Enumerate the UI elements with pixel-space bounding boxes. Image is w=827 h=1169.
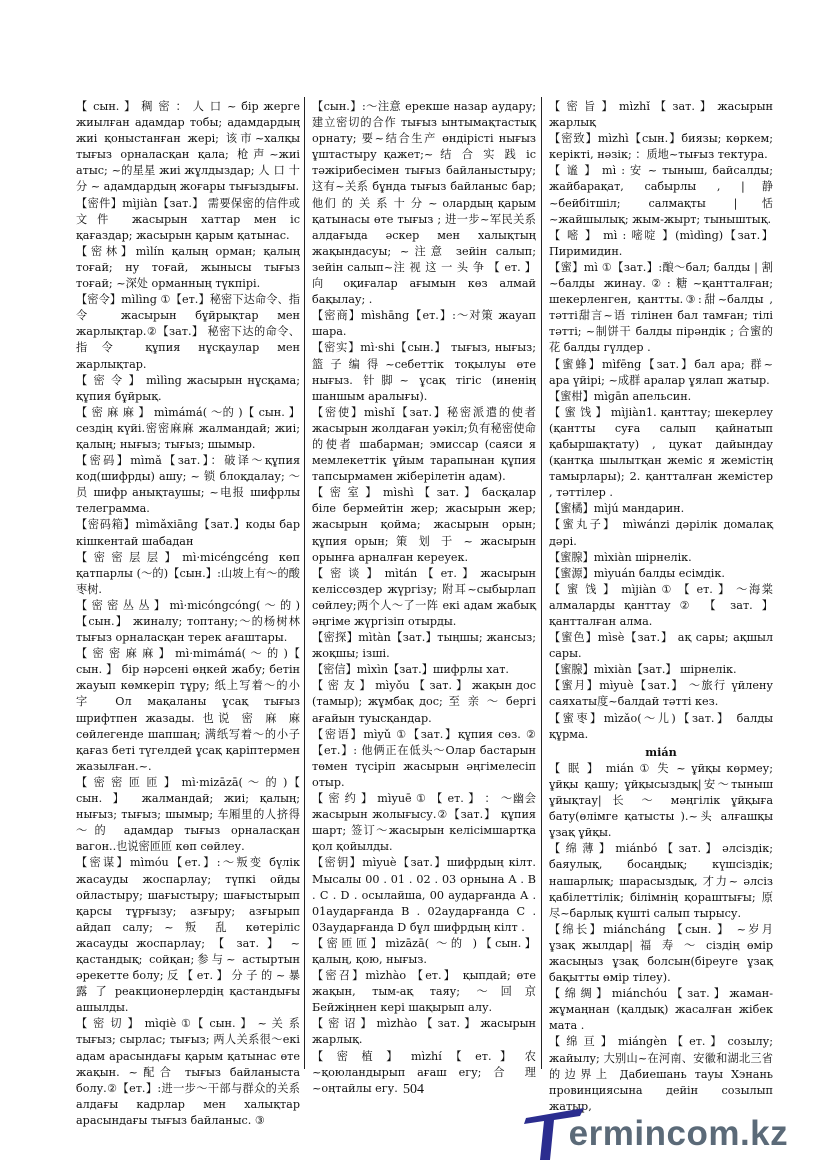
dictionary-entry: 【蜜蜂】mìfēng【зат.】бал ара; 群~ ара үйірі; ~成群 аралар ұялап жатыр. (549, 357, 773, 387)
page-number: 504 (403, 1082, 424, 1097)
dictionary-entry: 【蜜腺】mìxiàn【зат.】 шірнелік. (549, 663, 737, 677)
dictionary-entry: 【密密层层】mì·micéngcéng көп қатпарлы (～的)【сын.】:山坡上有～的酸枣树. (76, 550, 300, 596)
dictionary-entry: 【сын.】:～注意 ерекше назар аудару; 建立密切的合作 тығыз ынтымақтастық орнату; 要~结合生产 өндірісті нығыз ұштастыру қажет;~ 结 合 实 践 іс тәжірибесімен тығыз байланыстыру; 这有~关系 бұнда тығыз байланыс бар; 他们 的 关 系 十 分 ~ олардың қарым қатынасы өте тығыз ; 进一步~军民关系 алдағыда әскер мен халықтың жақындасуы; ~注意 зейін салып; зейін салып~注 视 这 一 头 争 【 ет. 】 向 оқиғалар ағымын көз алмай бақылау; . (312, 100, 536, 307)
dictionary-entry: 【蜜色】mìsè【зат.】 ақ сары; ақшыл сары. (549, 631, 773, 661)
dictionary-entry: 【密探】mìtàn【зат.】тыңшы; жансыз; жоқшы; ізші. (312, 631, 536, 661)
dictionary-entry: 【 绵 薄 】 miánbó 【 зат. 】 әлсіздік; баяулық, босаңдық; күшсіздік; нашарлық; шарасыздық, 才力~ әлсіз қабілеттілік; білімнің қораштығы; 原尽~барлық күшті салып тырысу. (549, 842, 773, 920)
dictionary-entry: 【密实】mì·shi【сын.】 тығыз, нығыз; 篮子编得~себеттік тоқылуы өте нығыз. 针脚~ ұсақ тігіс (иненің шаншым аралығы). (312, 341, 536, 403)
dictionary-entry: 【密致】mìzhì【сын.】биязы; көркем; керікті, нәзік; ：质地~тығыз тектура. (549, 132, 773, 162)
logo-text: ermincom.kz (538, 1114, 789, 1153)
dictionary-entry: 【绵长】miáncháng 【сын. 】 ~岁月 ұзақ жылдар| 福 寿 ～ сіздің өмір жасыңыз ұзақ болсын(біреуге ұзақ бақытты өмір тілеу). (549, 922, 773, 985)
dictionary-entry: 【 绵 绸 】 miánchóu 【 зат. 】 жаман-жұмаңнан (қалдық) жасалған жібек мата . (549, 987, 773, 1033)
dictionary-entry: 【 嘧 】 mì : 嘧啶 】(mìdìng)【зат.】 Пиримидин. (549, 228, 773, 258)
dictionary-entry: 【 密 密 匝 匝 】 mì·mizāzā( ～ 的 )【 сын. 】 жалмандай; жиі; қалың; нығыз; тығыз; шымыр; 车厢里的人挤得～的 адамдар тығыз орналасқан вагон..也说密匝匝 көп сөйлеу. (76, 775, 300, 854)
dictionary-entry: 【 密 植 】 mìzhí 【 ет. 】 农 ~қоюландырып ағаш егу; 合 理 ~оңтайлы егу. (312, 1049, 536, 1095)
dictionary-entry: 【密匝匝】mìzāzā( ～的 )【сын.】 қалың, қою, нығыз. (312, 936, 536, 966)
dictionary-entry: 【密钥】mìyuè【зат.】шифрдың кілт. Мысалы 00 . 01 . 02 . 03 орнына A . B . C . D . осылайша, 00 аударғанда A . 01аударғанда B . 02аударғанда C . 03аударғанда D бұл шифрдың кілт . (312, 856, 536, 934)
dictionary-entry: 【蜜】mì ①【зат.】:酿～бал; балды | 割~балды жинау.②:糖~қантталған; шекерленген, қантты.③:甜~балды , тәтті甜言~语 тілінен бал тамған; тілі тәтті; ~制饼干 балды пірәндік ; 合蜜的花 балды гүлдер . (549, 260, 773, 355)
section-heading: mián (645, 744, 677, 759)
dictionary-entry: 【蜜丸子】 mìwánzi дәрілік домалақ дәрі. (549, 518, 773, 548)
dictionary-entry: 【密林】mìlín қалың орман; қалың тоғай; ну тоғай, жынысы тығыз тоғай; ~深处 орманның түкпірі. (76, 244, 300, 291)
dictionary-entry: 【密使】mìshǐ【зат.】秘密派遣的使者 жасырын жолдаған уәкіл;负有秘密使命的使者 шабарман; эмиссар (саяси я мемлекеттік ұйым тарапынан құпия тапсырмамен жіберілетін адам). (312, 405, 536, 484)
dictionary-entry: 【蜜柑】mìgān апельсин. (549, 389, 692, 403)
dictionary-entry: 【 蜜 饯 】 mìjiàn ① 【 ет. 】 ～海棠 алмаларды қанттау ② 【 зат. 】 қантталған алма. (549, 582, 773, 628)
dictionary-entry: 【 密 密 丛 丛 】 mì·micóngcóng( ～ 的 )【сын.】 жиналу; топтану;～的杨树林 тығыз орналасқан терек ағаштары. (76, 598, 300, 645)
dictionary-entry: 【密召】mìzhào 【ет.】 қыпдай; өте жақын, тым-ақ таяу; ～回京 Бейжіңнен кері шақырып алу. (312, 969, 536, 1015)
dictionary-entry: 【蜜枣】mìzǎo(～儿)【зат.】 балды құрма. (549, 711, 773, 741)
dictionary-entry: 【 密 约 】 mìyuē ① 【 ет. 】 ： ～幽会 жасырын жолығысу.②【зат.】 құпия шарт; 签订～жасырын келісімшартқа қол қойылды. (312, 792, 536, 854)
dictionary-column-3 (549, 99, 773, 1113)
dictionary-entry: 【 谧 】 mì : 安 ~ тыныш, байсалды; жайбарақат, сабырлы , |静~бейбітшіл; салмақты |恬~жайшылық; жым-жырт; тыныштық. (549, 164, 773, 226)
dictionary-entry: 【 密 密 麻 麻 】 mì·mimámá( ～ 的 )【 сын. 】 бір нәрсені өңкей жабу; бетін жауып көмкеріп тұру; 纸上写着～的小字 Ол мақаланы ұсақ тығыз шрифтпен жазады. 也说 密 麻 麻 сөйлегенде шапшаң; 满纸写着～的小子 қағаз беті түгелдей ұсақ қаріптермен жазылған.~. (76, 647, 300, 773)
dictionary-entry: 【 绵 亘 】 miángèn 【 ет. 】 созылу; жайылу; 大别山~在河南、安徽和湖北三省的边界上 Дабиешань тауы Хэнань провинциясына дейін созылып жатыр, (549, 1035, 773, 1113)
dictionary-entry: 【 密 令 】 mìlìng жасырын нұсқама; құпия бұйрық. (76, 373, 300, 403)
dictionary-entry: 【 密 旨 】 mìzhǐ 【 зат. 】 жасырын жарлық (549, 100, 773, 130)
dictionary-entry: 【蜜源】mìyuán балды есімдік. (549, 566, 725, 580)
dictionary-entry: 【密谋】mìmóu【ет.】:～叛变 бүлік жасауды жоспарлау; түпкі ойды ойластыру; шағыстыру; шағыстырып қарсы тұрғызу; азғыру; азғырып айдап салу; ~ 叛 乱 көтеріліс жасауды жоспарлау; 【 зат. 】 ~ қастандық; сойқан;参与~ астыртын әрекетте болу; 反 【 ет. 】 分 子 的 ~ 暴 露 了 реакционерлердің қастандығы ашылды. (76, 856, 300, 1015)
dictionary-entry: 【 密 友 】 mìyǒu 【 зат. 】 жақын дос (тамыр); жұмбақ дос; 至 亲 ～ бергі ағайын туысқандар. (312, 679, 536, 725)
dictionary-entry: 【密码箱】mìmǎxiāng【зат.】коды бар кішкентай шабадан (76, 518, 300, 548)
dictionary-entry: 【蜜月】mìyuè【зат.】 ～旅行 үйлену саяхаты度~балдай тәтті кез. (549, 679, 773, 709)
dictionary-entry: 【密令】mìlìng ①【ет.】秘密下达命令、指令 жасырын бұйрықтар мен жарлықтар.②【зат.】 秘密下达的命令、指令 құпия нұсқаулар мен жарлықтар. (76, 293, 300, 371)
dictionary-entry: 【 密 切 】 mìqiè ①【 сын. 】 ~ 关 系 тығыз; сырлас; тығыз; 两人关系很～екі адам арасындағы қарым қатынас өте жақын. ~配合 тығыз байланыста болу.②【ет.】:进一步～干部与群众的关系 алдағы кадрлар мен халықтар арасындағы тығыз байланыс. ③ (76, 1017, 300, 1127)
dictionary-entry: 【密码】mìmǎ【зат.】：破译～құпия код(шифрды) ашу; ~ 锁 блоқдалау; ～员 шифр анықтаушы; ~电报 шифрлы телеграмма. (76, 454, 300, 516)
dictionary-entry: 【 蜜 饯 】 mìjiàn1. қанттау; шекерлеу (қантты суға салып қайнатып қабыршақтату) , цукат дайындау (қантқа шылытқан жеміс я жемістің тамырлары); 2. қантталған жемістер , тәттілер . (549, 405, 773, 500)
dictionary-entry: 【密语】mìyǔ ①【зат.】құпия сөз. ②【ет.】: 他俩正在低头～Олар бастарын төмен түсіріп жасырын әңгімелесіп отыр. (312, 727, 536, 789)
dictionary-entry: 【 сын. 】 稠 密 ： 人 口 ~ бір жерге жиылған адамдар тобы; адамдардың жиі қоныстанған жері; 该市~халқы тығыз орналасқан қала; 枪声~жиі атыс; ~的星星 жиі жұлдыздар; 人 口 十 分 ~ адамдардың жоғары тығыздығы. (76, 100, 300, 194)
dictionary-entry: 【 眠 】 mián ① 失 ~ ұйқы көрмеу; ұйқы қашу; ұйқысыздық|安～тыныш ұйықтау| 长 ～ мәңгілік ұйқыға бату(өлімге қатысты ).~头 алғашқы ұзақ ұйқы. (549, 761, 773, 840)
dictionary-entry: 【密信】mìxìn【зат.】шифрлы хат. (312, 663, 509, 677)
dictionary-entry: 【 密 麻 麻 】 mìmámá( ～的 )【 сын. 】 сездің күйі.密密麻麻 жалмандай; жиі; қалың; нығыз; тығыз; шымыр. (76, 405, 300, 451)
dictionary-entry: 【密商】mìshāng【ет.】:～对策 жауап шара. (312, 309, 536, 339)
dictionary-entry: 【密件】mìjiàn【зат.】 需要保密的信件或文件 жасырын хаттар мен іс қағаздар; жасырын қарым қатынас. (76, 196, 300, 242)
dictionary-entry: 【蜜橘】mìjú мандарин. (549, 502, 685, 516)
dictionary-entry: 【 密 诏 】 mìzhào 【 зат. 】 жасырын жарлық. (312, 1017, 536, 1047)
column-divider (304, 97, 305, 1069)
column-divider (541, 97, 542, 1069)
dictionary-column-1 (76, 99, 300, 1127)
dictionary-entry: 【蜜腺】mìxiàn шірнелік. (549, 550, 692, 564)
termincom-logo (524, 1104, 804, 1164)
dictionary-entry: 【 密 谈 】 mìtán 【 ет. 】 жасырын келіссөздер жүргізу; 附耳~сыбырлап сөйлеу;两个人～了一阵 екі адам жабық әңгіме жүргізіп отырды. (312, 566, 536, 628)
dictionary-entry: 【 密 室 】 mìshì 【 зат. 】 басқалар біле бермейтін жер; жасырын жер; жасырын қойма; жасырын орын; құпия орын; 策 划 于 ~ жасырын орынға арналған кереуек. (312, 486, 536, 564)
